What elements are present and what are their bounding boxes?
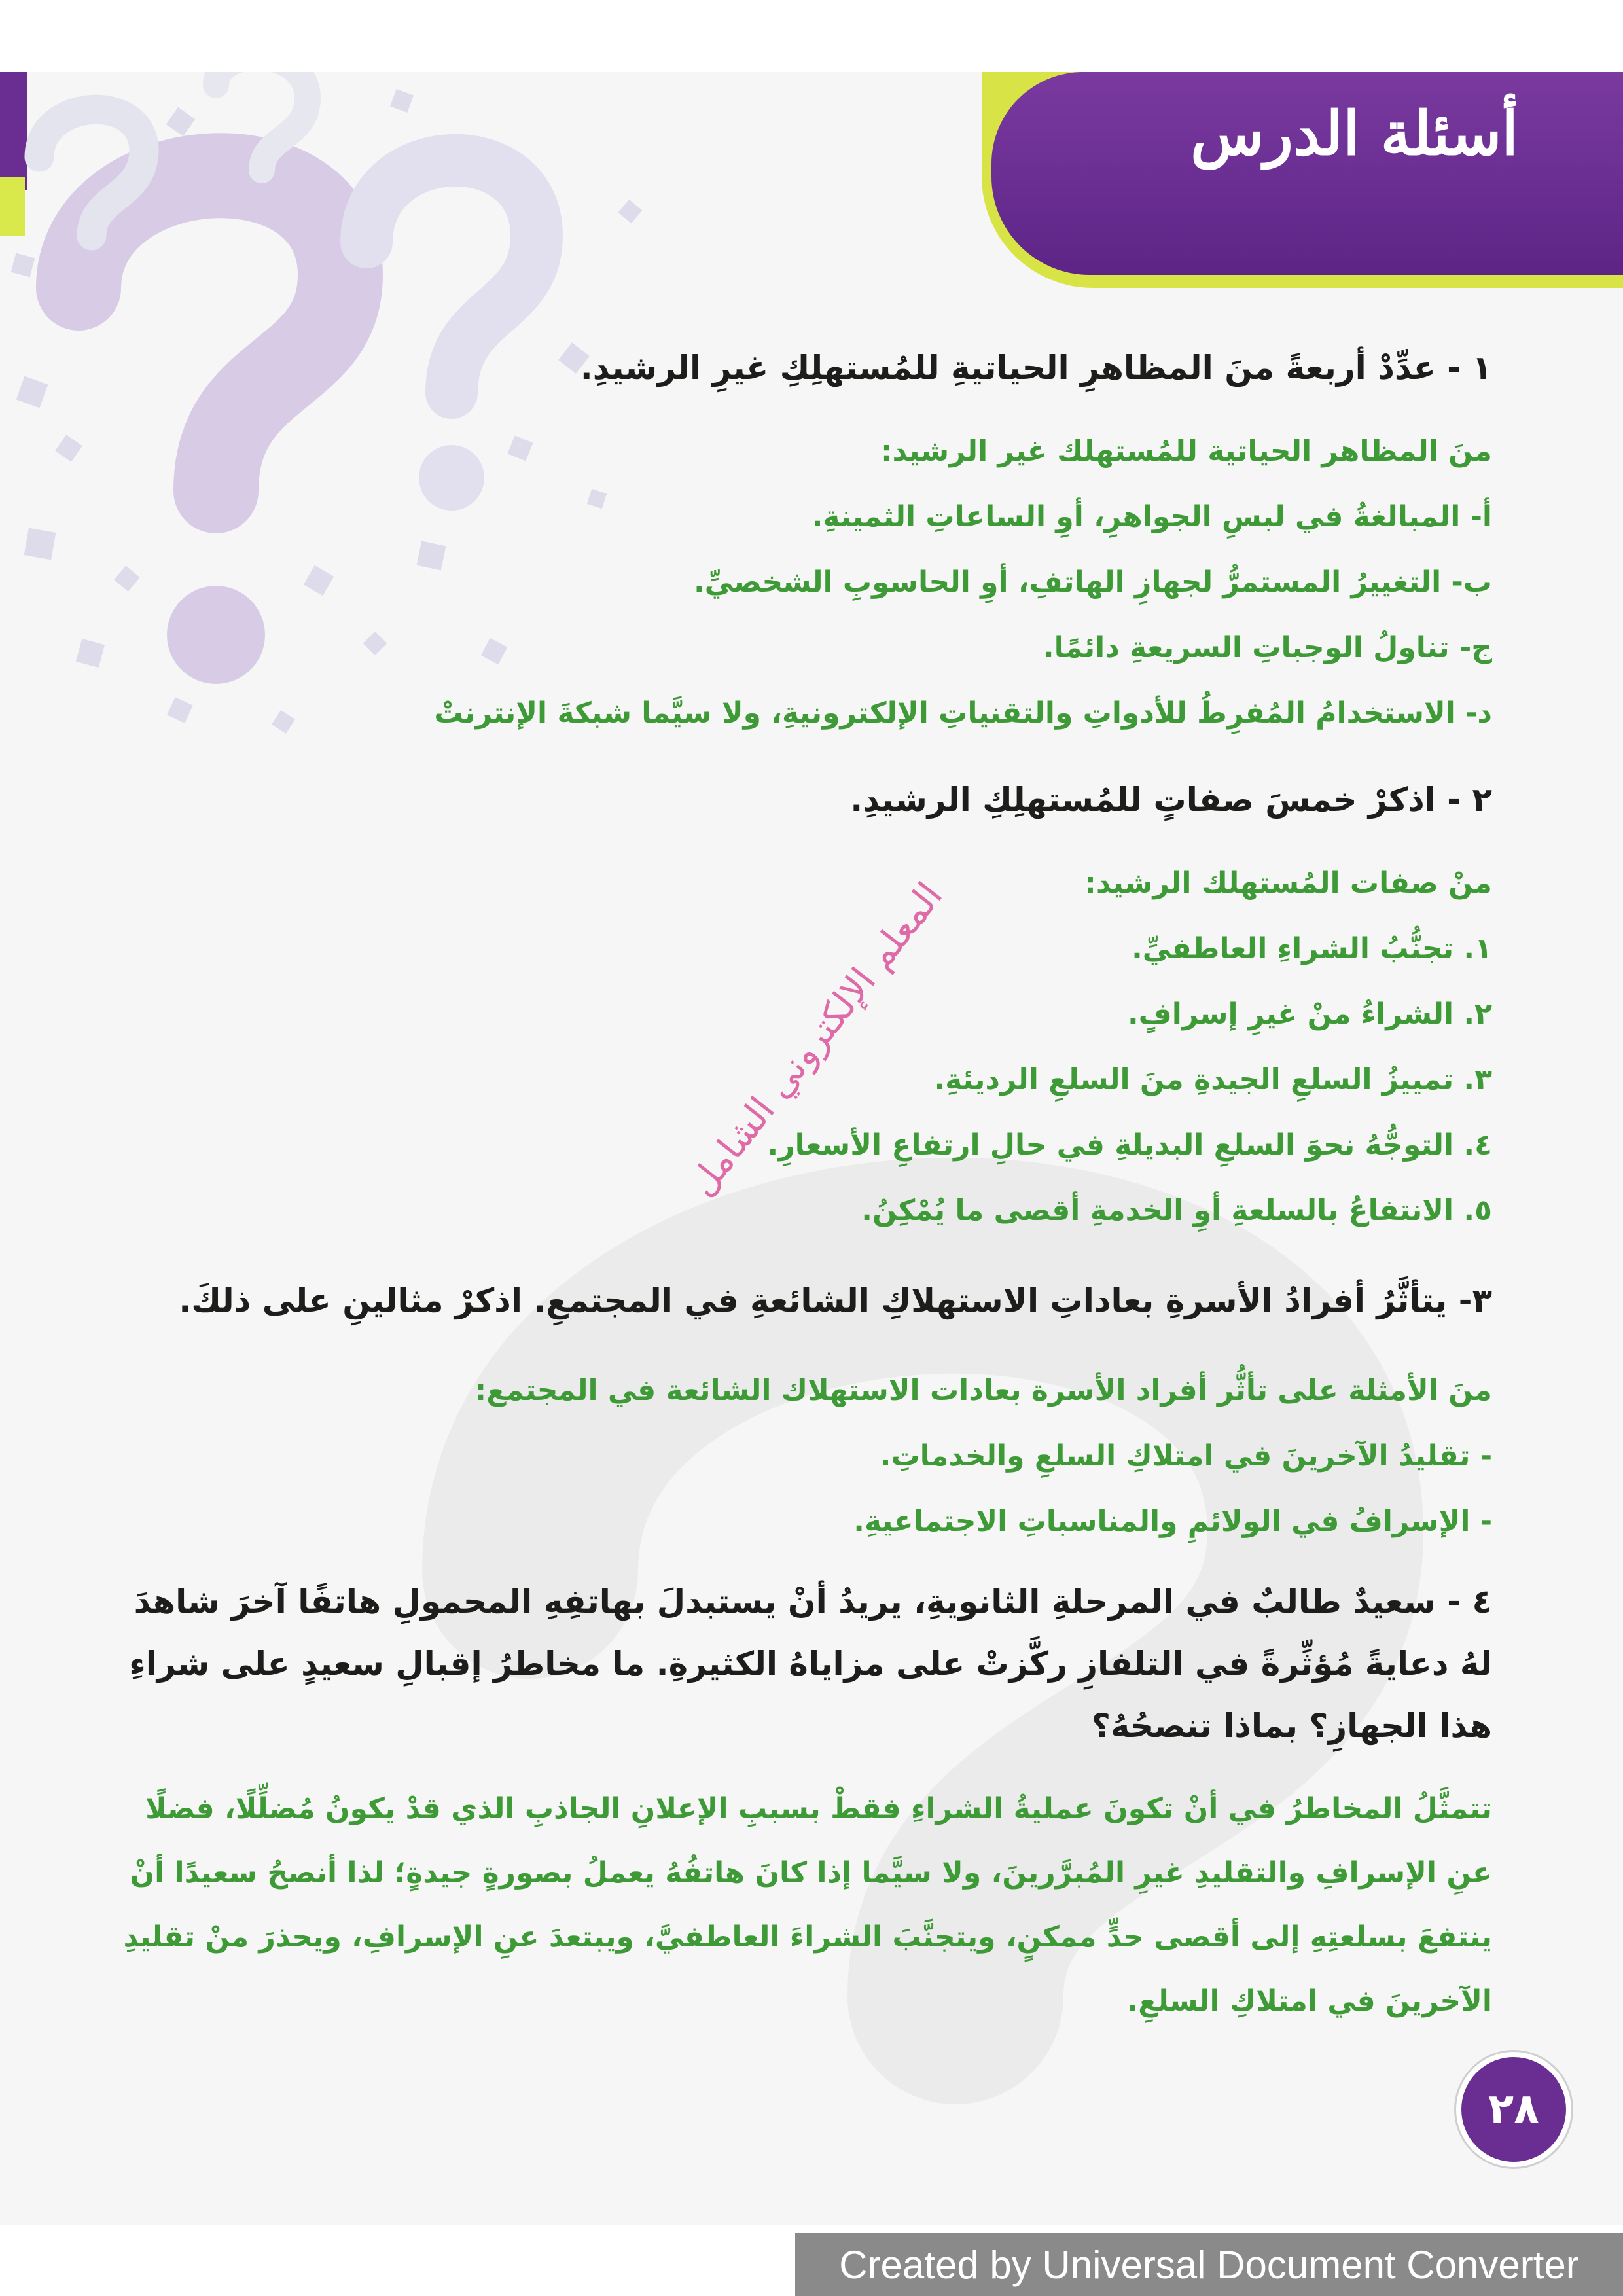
answer-2-intro: منْ صفات المُستهلك الرشيد: <box>1084 867 1492 900</box>
answer-3-intro: منَ الأمثلة على تأثُّر أفراد الأسرة بعادات الاستهلاك الشائعة في المجتمع: <box>474 1374 1492 1407</box>
answer-4 <box>118 1777 1492 2034</box>
answer-1-item: ب- التغييرُ المستمرُّ لجهازِ الهاتفِ، أوِ الحاسوبِ الشخصيِّ. <box>693 565 1492 599</box>
converter-footer: Created by Universal Document Converter <box>795 2233 1623 2296</box>
answer-2-item: ٣. تمييزُ السلعِ الجيدةِ منَ السلعِ الرديئةِ. <box>934 1063 1492 1096</box>
question-3-text: ٣- يتأثَّرُ أفرادُ الأسرةِ بعاداتِ الاستهلاكِ الشائعةِ في المجتمعِ. اذكرْ مثالينِ على ذلكَ. <box>179 1282 1492 1319</box>
question-2-text: ٢ - اذكرْ خمسَ صفاتٍ للمُستهلِكِ الرشيدِ. <box>850 781 1492 819</box>
question-1-text: ١ - عدِّدْ أربعةً منَ المظاهرِ الحياتيةِ للمُستهلِكِ غيرِ الرشيدِ. <box>580 349 1492 387</box>
answer-1-intro: منَ المظاهر الحياتية للمُستهلك غير الرشيد: <box>880 435 1492 468</box>
answer-1-item: ج- تناولُ الوجباتِ السريعةِ دائمًا. <box>1043 631 1492 664</box>
page-number-badge: ٢٨ <box>1456 2052 1571 2167</box>
answer-2-item: ٤. التوجُّهُ نحوَ السلعِ البديلةِ في حالِ ارتفاعِ الأسعارِ. <box>767 1128 1492 1162</box>
answer-3-item: - تقليدُ الآخرينَ في امتلاكِ السلعِ والخدماتِ. <box>880 1439 1492 1473</box>
question-2 <box>118 769 1492 831</box>
question-4 <box>118 1571 1492 1757</box>
question-3 <box>118 1270 1492 1332</box>
answer-3-item: - الإسرافُ في الولائمِ والمناسباتِ الاجتماعيةِ. <box>853 1505 1492 1538</box>
answer-1-item: أ- المبالغةُ في لبسِ الجواهرِ، أوِ الساعاتِ الثمينةِ. <box>812 500 1492 533</box>
answer-3 <box>118 1358 1492 1554</box>
answer-2-item: ٥. الانتفاعُ بالسلعةِ أوِ الخدمةِ أقصى ما يُمْكِنُ. <box>861 1194 1492 1227</box>
answer-1-item: د- الاستخدامُ المُفرِطُ للأدواتِ والتقنياتِ الإلكترونيةِ، ولا سيَّما شبكةَ الإنترنتْ <box>434 696 1492 730</box>
watermark-text: المعلم الإلكتروني الشامل <box>681 874 952 1205</box>
answer-4-paragraph: تتمثَّلُ المخاطرُ في أنْ تكونَ عمليةُ الشراءِ فقطْ بسببِ الإعلانِ الجاذبِ الذي قدْ يكونُ مُضلِّلًا، فضلًا عنِ الإسرافِ والتقليدِ غيرِ المُبرَّرينَ، ولا سيَّما إذا كانَ هاتفُهُ يعملُ بصورةٍ جيدةٍ؛ لذا أنصحُ سعيدًا أنْ ينتفعَ بسلعتِهِ إلى أقصى حدٍّ ممكنٍ، ويتجنَّبَ الشراءَ العاطفيَّ، ويبتعدَ عنِ الإسرافِ، ويحذرَ منْ تقليدِ الآخرينَ في امتلاكِ السلعِ. <box>123 1792 1492 2018</box>
answer-1 <box>118 419 1492 746</box>
answer-2-item: ٢. الشراءُ منْ غيرِ إسرافٍ. <box>1127 997 1492 1031</box>
question-1 <box>118 337 1492 399</box>
page-title: أسئلة الدرس <box>1190 98 1518 169</box>
question-4-text: ٤ - سعيدٌ طالبٌ في المرحلةِ الثانويةِ، يريدُ أنْ يستبدلَ بهاتفِهِ المحمولِ هاتفًا آخرَ شاهدَ لهُ دعايةً مُؤثِّرةً في التلفازِ ركَّزتْ على مزاياهُ الكثيرةِ. ما مخاطرُ إقبالِ سعيدٍ على شراءِ هذا الجهازِ؟ بماذا تنصحُهُ؟ <box>129 1583 1492 1745</box>
answer-2-item: ١. تجنُّبُ الشراءِ العاطفيِّ. <box>1132 932 1492 965</box>
